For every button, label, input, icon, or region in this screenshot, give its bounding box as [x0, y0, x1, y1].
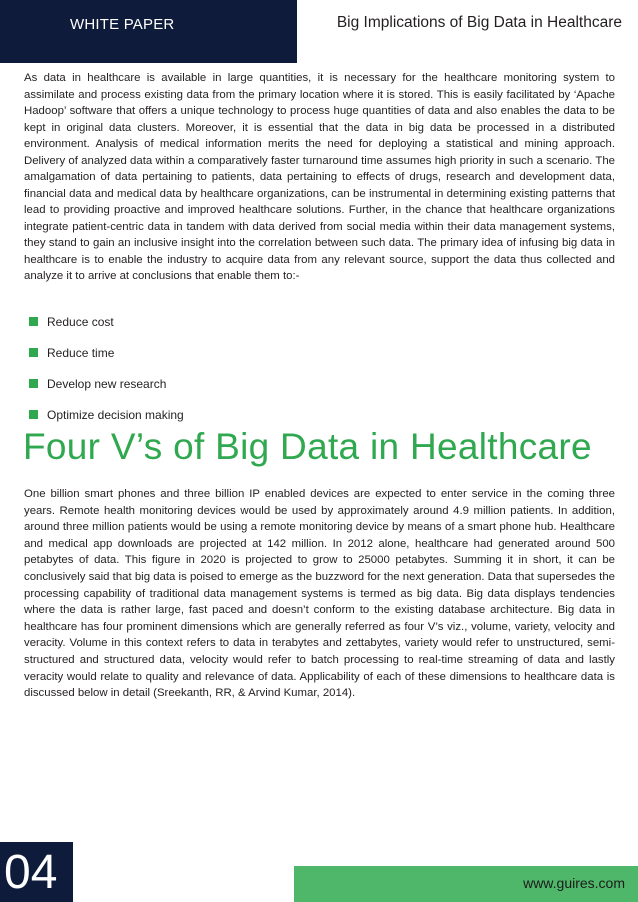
- white-paper-tag: [0, 0, 297, 63]
- bullet-square-icon: [29, 317, 38, 326]
- page-number: 04: [4, 846, 58, 899]
- document-title: Big Implications of Big Data in Healthcare: [336, 14, 622, 31]
- list-item: [29, 306, 184, 337]
- white-paper-label: WHITE PAPER: [70, 16, 175, 33]
- footer-bar: [294, 866, 638, 902]
- bullet-square-icon: [29, 379, 38, 388]
- bullet-square-icon: [29, 410, 38, 419]
- benefit-list: [29, 306, 184, 430]
- bullet-square-icon: [29, 348, 38, 357]
- list-item-label: Optimize decision making: [47, 407, 184, 422]
- page-number-box: [0, 842, 73, 902]
- website-link[interactable]: www.guires.com: [523, 875, 625, 891]
- section-heading: Four V’s of Big Data in Healthcare: [23, 426, 592, 467]
- section-paragraph: One billion smart phones and three billion IP enabled devices are expected to enter service in the coming three years. Remote health monitoring devices would be used by approximately around 4.9 million patients. In addition, around three million patients would be using a remote monitoring device by means of a smart phone hub. Healthcare and medical app downloads are projected at 142 million. In 2012 alone, healthcare had generated around 500 petabytes of data. This figure in 2020 is projected to grow to 25000 petabytes. Summing it in short, it can be conclusively said that big data is poised to emerge as the buzzword for the next generation. Data that supersedes the processing capability of traditional data management systems is termed as big data. Big data displays tendencies where the data is rather large, fast paced and doesn’t conform to the existing database architecture. Big data in healthcare has four prominent dimensions which are generally referred as four V’s viz., volume, variety, velocity and veracity. Volume in this context refers to data in terabytes and zettabytes, variety would refer to unstructured, semi-structured and structured data, velocity would refer to batch processing to real-time streaming of data and lastly veracity would relate to quality and relevance of data. Applicability of each of these dimensions to healthcare data is discussed below in detail (Sreekanth, RR, & Arvind Kumar, 2014).: [24, 488, 615, 700]
- list-item: [29, 368, 184, 399]
- list-item-label: Reduce cost: [47, 314, 114, 329]
- list-item-label: Reduce time: [47, 345, 115, 360]
- intro-paragraph: As data in healthcare is available in large quantities, it is necessary for the healthcare monitoring system to assimilate and process existing data from the primary location where it is stored. This is easily facilitated by ‘Apache Hadoop’ software that offers a unique technology to process huge quantities of data and also enables the data to be kept in original data clusters. Moreover, it is essential that the data in big data be processed in a distributed environment. Analysis of medical information merits the need for deploying a statistical and mining approach. Delivery of analyzed data within a comparatively faster turnaround time assumes high priority in such a scenario. The amalgamation of data pertaining to patients, data pertaining to effects of drugs, research and development data, financial data and medical data by healthcare organizations, can be instrumental in determining existing patterns that lead to providing proactive and improved healthcare solutions. Further, in the chance that healthcare organizations integrate patient-centric data in tandem with data derived from social media within their data management systems, they stand to gain an inclusive insight into the correlation between such data. The primary idea of infusing big data in healthcare is to enable the industry to acquire data from any relevant source, support the data thus collected and analyze it to arrive at conclusions that enable them to:-: [24, 72, 615, 282]
- list-item-label: Develop new research: [47, 376, 167, 391]
- list-item: [29, 337, 184, 368]
